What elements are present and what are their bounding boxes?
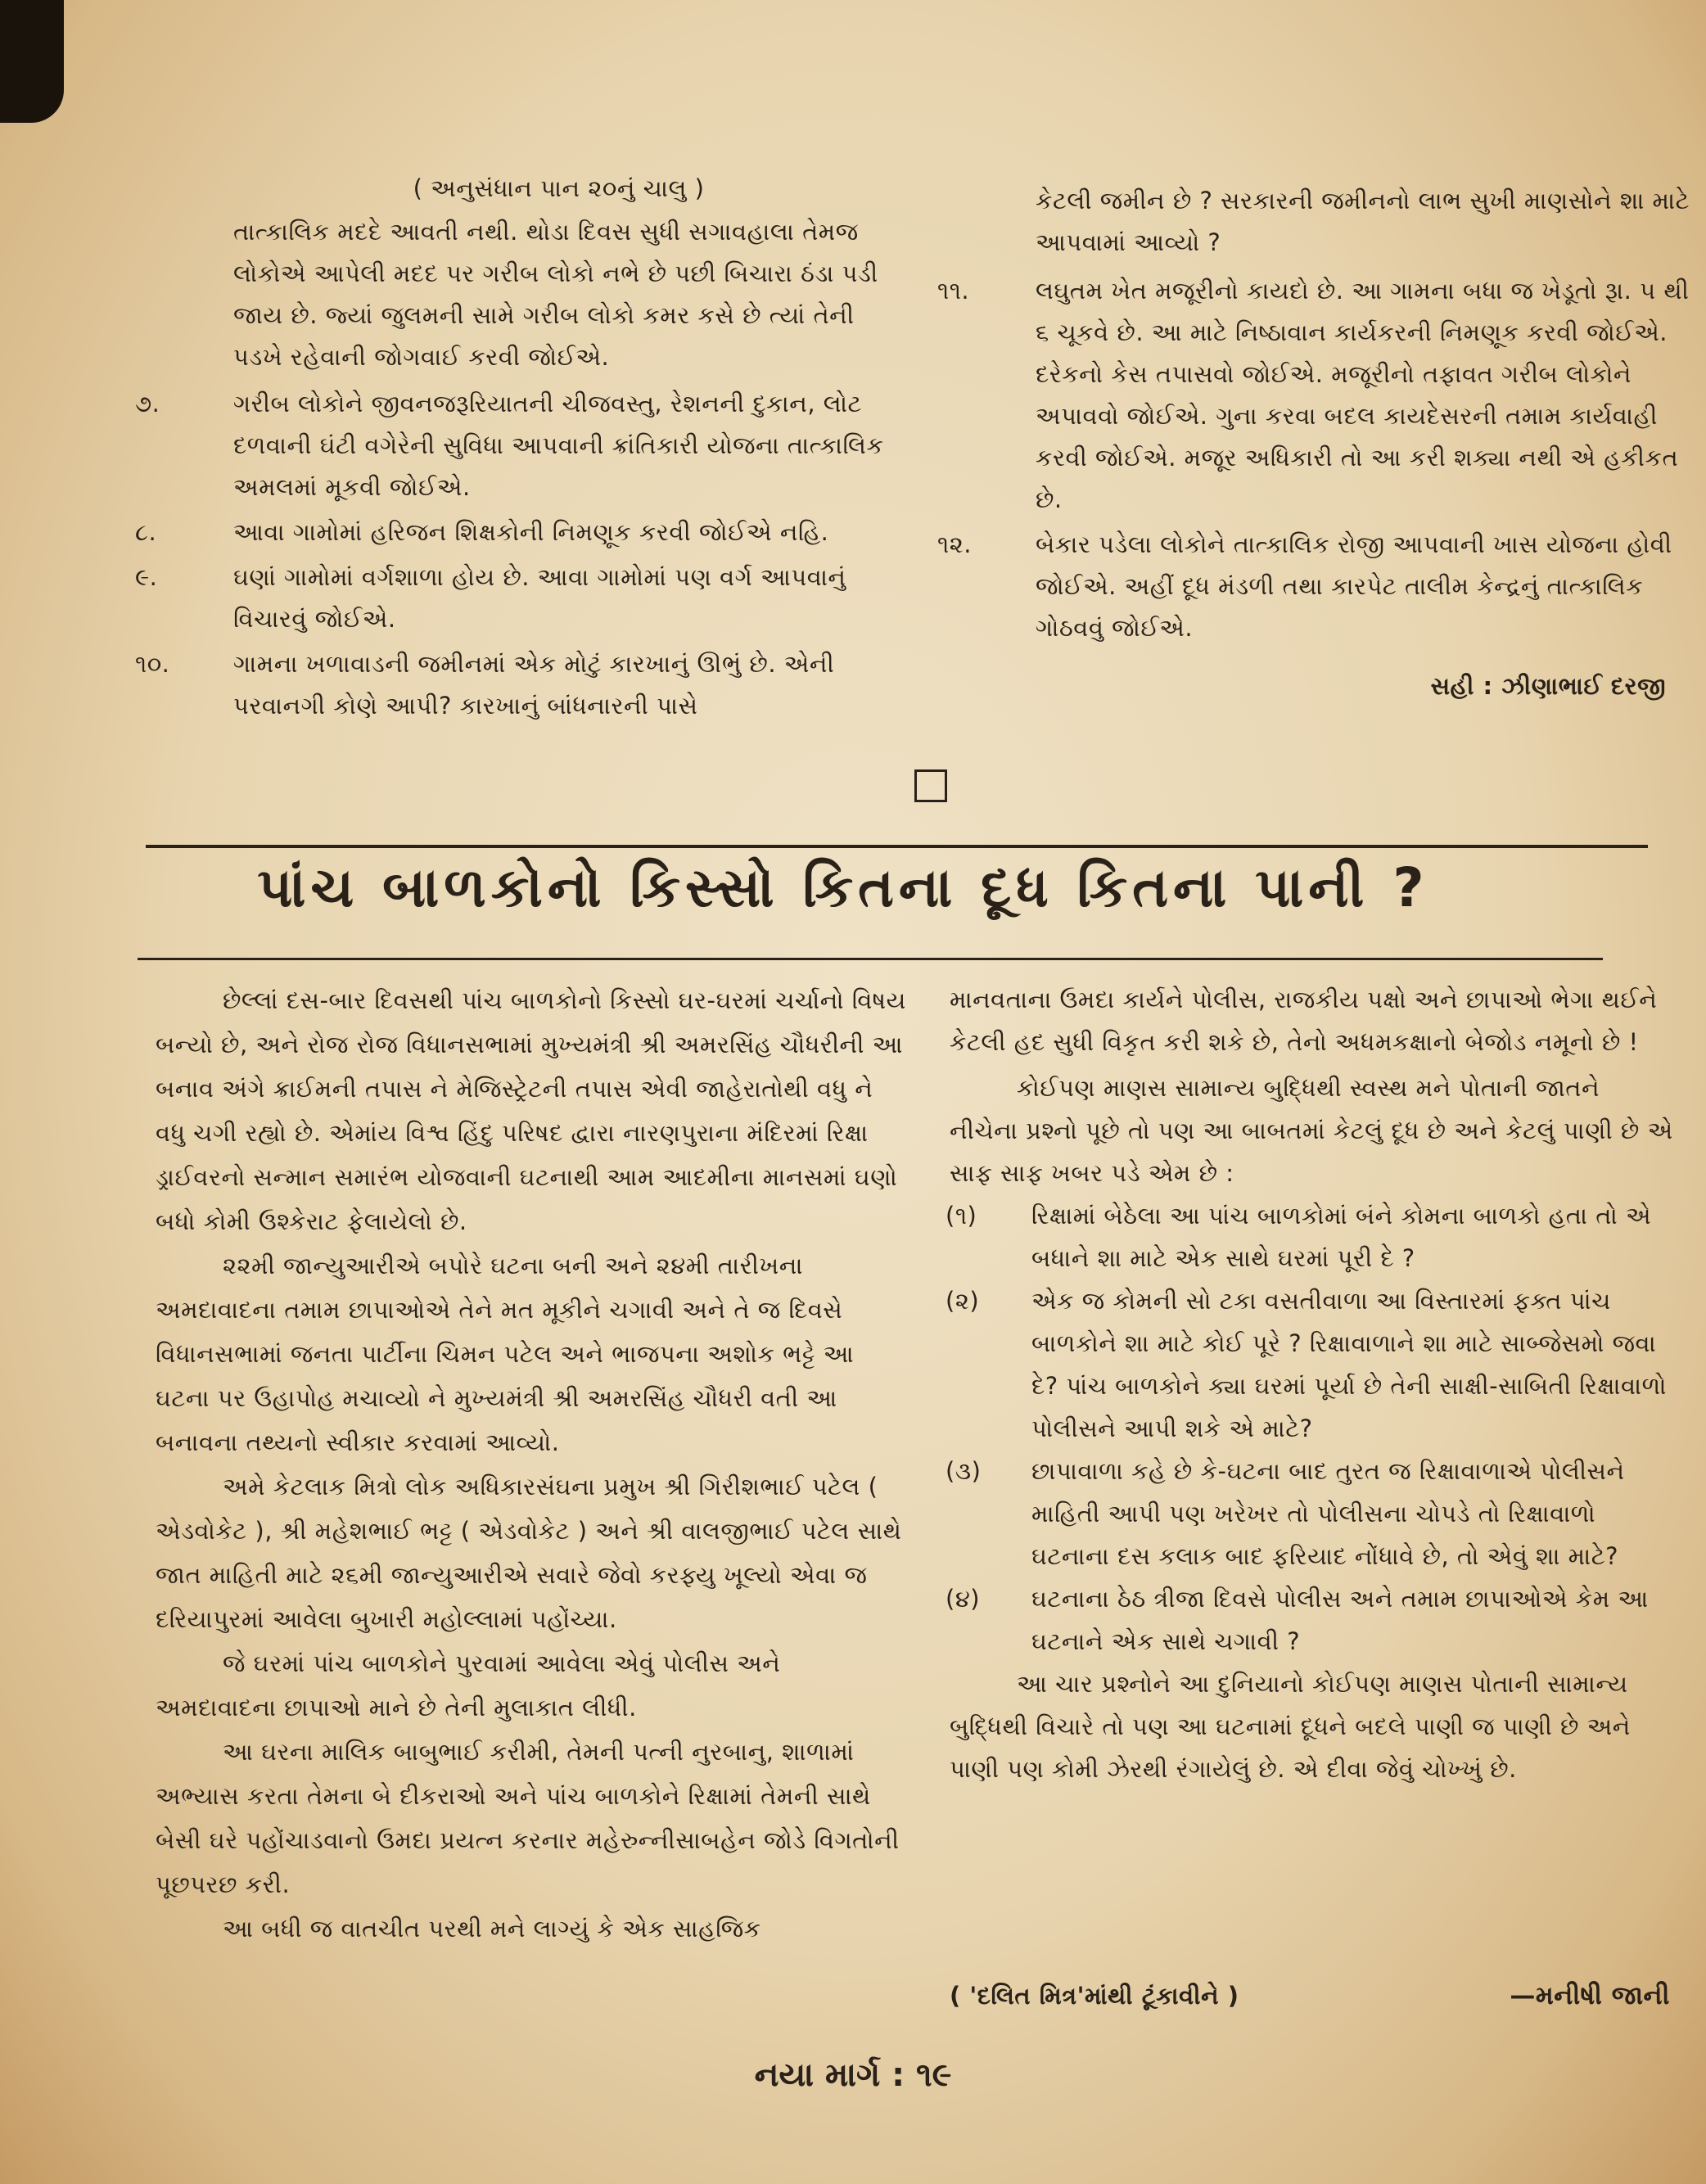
item-text: બેકાર પડેલા લોકોને તાત્કાલિક રોજી આપવાની ખાસ યોજના હોવી જોઈએ. અહીં દૂધ મંડળી તથા કારપેટ તાલીમ કેન્દ્રનું તાત્કાલિક ગોઠવવું જોઈએ. [1036,530,1672,642]
bottom-right-column [946,978,1674,1790]
item-text: ગરીબ લોકોને જીવનજરૂરિયાતની ચીજવસ્તુ, રેશનની દુકાન, લોટ દળવાની ઘંટી વગેરેની સુવિધા આપવાની ક્રાંતિકારી યોજના તાત્કાલિક અમલમાં મૂકવી જોઈએ. [233,390,884,501]
paragraph: ૨૨મી જાન્યુઆરીએ બપોરે ઘટના બની અને ૨૪મી તારીખના અમદાવાદના તમામ છાપાઓએ તેને મત મૂકીને ચગાવી અને તે જ દિવસે વિધાનસભામાં જનતા પાર્ટીના ચિમન પટેલ અને ભાજપના અશોક ભટ્ટે આ ઘટના પર ઉહાપોહ મચાવ્યો ને મુખ્યમંત્રી શ્રી અમરસિંહ ચૌધરી વતી આ બનાવના તથ્યનો સ્વીકાર કરવામાં આવ્યો. [156,1252,855,1456]
item-number: (૪) [946,1585,981,1613]
item-number: ૧૧. [937,277,970,305]
item-number: ૧૦. [135,650,170,678]
item-text: આવા ગામોમાં હરિજન શિક્ષકોની નિમણૂક કરવી જોઈએ નહિ. [233,518,829,546]
list-item [937,524,1690,649]
continued-text: માનવતાના ઉમદા કાર્યને પોલીસ, રાજકીય પક્ષો અને છાપાઓ ભેગા થઈને કેટલી હદ સુધી વિકૃત કરી શકે છે, તેનો અધમકક્ષાનો બેજોડ નમૂનો છે ! [950,986,1658,1056]
item-number: ૭. [135,390,160,417]
questions-list [946,1194,1674,1663]
list-item [135,383,884,508]
page-footer: નયા માર્ગ : ૧૯ [754,2056,952,2094]
ink-blot [0,0,64,123]
item-text: લઘુતમ ખેત મજૂરીનો કાયદો છે. આ ગામના બધા જ ખેડૂતો રૂા. ૫ થી ૬ ચૂકવે છે. આ માટે નિષ્ઠાવાન કાર્યકરની નિમણૂક કરવી જોઈએ. દરેકનો કેસ તપાસવો જોઈએ. મજૂરીનો તફાવત ગરીબ લોકોને અપાવવો જોઈએ. ગુના કરવા બદલ કાયદેસરની તમામ કાર્યવાહી કરવી જોઈએ. મજૂર અધિકારી તો આ કરી શક્યા નથી એ હકીકત છે. [1036,277,1690,513]
item-text: ઘણાં ગામોમાં વર્ગશાળા હોય છે. આવા ગામોમાં પણ વર્ગ આપવાનું વિચારવું જોઈએ. [233,563,846,633]
continuation-note: ( અનુસંધાન પાન ૨૦નું ચાલુ ) [413,174,705,202]
list-item [946,1577,1674,1663]
closing-paragraph: આ ચાર પ્રશ્નોને આ દુનિયાનો કોઈપણ માણસ પોતાની સામાન્ય બુદ્ધિથી વિચારે તો પણ આ ઘટનામાં દૂધને બદલે પાણી જ પાણી છે અને પાણી પણ કોમી ઝેરથી રંગાયેલું છે. એ દીવા જેવું ચોખ્ખું છે. [950,1670,1631,1783]
paragraph: આ બધી જ વાતચીત પરથી મને લાગ્યું કે એક સાહજિક [223,1915,761,1943]
item-text: એક જ કોમની સો ટકા વસતીવાળા આ વિસ્તારમાં ફક્ત પાંચ બાળકોને શા માટે કોઈ પૂરે ? રિક્ષાવાળાને શા માટે સાબ્જેસમો જવા દે? પાંચ બાળકોને ક્યા ઘરમાં પૂર્યા છે તેની સાક્ષી-સાબિતી રિક્ષાવાળો પોલીસને આપી શકે એ માટે? [1031,1287,1668,1442]
item-text: ગામના ખળાવાડની જમીનમાં એક મોટું કારખાનું ઊભું છે. એની પરવાનગી કોણે આપી? કારખાનું બાંધનારની પાસે [233,650,835,720]
item-number: ૧૨. [937,530,972,558]
paragraph: અમે કેટલાક મિત્રો લોક અધિકારસંઘના પ્રમુખ શ્રી ગિરીશભાઈ પટેલ ( એડવોકેટ ), શ્રી મહેશભાઈ ભટ્ટ ( એડવોકેટ ) અને શ્રી વાલજીભાઈ પટેલ સાથે જાત માહિતી માટે ૨૬મી જાન્યુઆરીએ સવારે જેવો કરફ્યુ ખૂલ્યો એવા જ દરિયાપુરમાં આવેલા બુખારી મહોલ્લામાં પહોંચ્યા. [156,1473,902,1633]
item-text: ઘટનાના ઠેઠ ત્રીજા દિવસે પોલીસ અને તમામ છાપાઓએ કેમ આ ઘટનાને એક સાથે ચગાવી ? [1031,1585,1649,1655]
bottom-left-column [156,978,909,1951]
top-right-column [937,180,1690,707]
divider-rule [138,958,1603,960]
paragraph: કોઈપણ માણસ સામાન્ય બુદ્ધિથી સ્વસ્થ મને પોતાની જાતને નીચેના પ્રશ્નો પૂછે તો પણ આ બાબતમાં કેટલું દૂધ છે અને કેટલું પાણી છે એ સાફ સાફ ખબર પડે એમ છે : [950,1074,1673,1187]
intro-paragraph: તાત્કાલિક મદદે આવતી નથી. થોડા દિવસ સુધી સગાવહાલા તેમજ લોકોએ આપેલી મદદ પર ગરીબ લોકો નભે છે પછી બિચારા ઠંડા પડી જાય છે. જ્યાં જુલમની સામે ગરીબ લોકો કમર કસે છે ત્યાં તેની પડખે રહેવાની જોગવાઈ કરવી જોઈએ. [233,218,878,371]
item-number: (૧) [946,1202,977,1230]
list-item [946,1279,1674,1450]
list-item [135,512,884,553]
paragraph: જે ઘરમાં પાંચ બાળકોને પુરવામાં આવેલા એવું પોલીસ અને અમદાવાદના છાપાઓ માને છે તેની મુલાકાત લીધી. [156,1649,781,1721]
top-left-column [135,168,884,727]
signature: સહી : ઝીણાભાઈ દરજી [1430,672,1666,700]
headline: પાંચ બાળકોનો કિસ્સો કિતના દૂધ કિતના પાની ? [257,856,1429,919]
item-number: (૨) [946,1287,980,1315]
list-item [946,1194,1674,1279]
list-item [135,557,884,640]
item-text: છાપાવાળા કહે છે કે-ઘટના બાદ તુરત જ રિક્ષાવાળાએ પોલીસને માહિતી આપી પણ ખરેખર તો પોલીસના ચોપડે તો રિક્ષાવાળો ઘટનાના દસ કલાક બાદ ફરિયાદ નોંધાવે છે, તો એવું શા માટે? [1031,1457,1625,1570]
list-item [937,270,1690,521]
divider-rule [146,845,1648,848]
item-number: ૮. [135,518,157,546]
list-item [135,643,884,727]
paragraph: આ ઘરના માલિક બાબુભાઈ કરીમી, તેમની પત્ની નુરબાનુ, શાળામાં અભ્યાસ કરતા તેમના બે દીકરાઓ અને પાંચ બાળકોને રિક્ષામાં તેમની સાથે બેસી ઘરે પહોંચાડવાનો ઉમદા પ્રયત્ન કરનાર મહેરુન્નીસાબહેન જોડે વિગતોની પૂછપરછ કરી. [156,1738,900,1898]
item-number: ૯. [135,563,158,591]
paragraph: છેલ્લાં દસ-બાર દિવસથી પાંચ બાળકોનો કિસ્સો ઘર-ઘરમાં ચર્ચાનો વિષય બન્યો છે, અને રોજ રોજ વિધાનસભામાં મુખ્યમંત્રી શ્રી અમરસિંહ ચૌધરીની આ બનાવ અંગે ક્રાઈમની તપાસ ને મેજિસ્ટ્રેટની તપાસ એવી જાહેરાતોથી વધુ ને વધુ ચગી રહ્યો છે. એમાંય વિશ્વ હિંદુ પરિષદ દ્વારા નારણપુરાના મંદિરમાં રિક્ષા ડ્રાઈવરનો સન્માન સમારંભ યોજવાની ઘટનાથી આમ આદમીના માનસમાં ઘણો બધો કોમી ઉશ્કેરાટ ફેલાયેલો છે. [156,986,906,1235]
item-text: રિક્ષામાં બેઠેલા આ પાંચ બાળકોમાં બંને કોમના બાળકો હતા તો એ બધાને શા માટે એક સાથે ઘરમાં પૂરી દે ? [1031,1202,1652,1272]
credit-source: ( 'દલિત મિત્ર'માંથી ટૂંકાવીને ) [950,1982,1239,2010]
list-item [946,1450,1674,1577]
credit-author: —મનીષી જાની [1510,1981,1670,2010]
item-number: (૩) [946,1457,982,1485]
continued-text: કેટલી જમીન છે ? સરકારની જમીનનો લાભ સુખી માણસોને શા માટે આપવામાં આવ્યો ? [1036,187,1690,256]
section-end-box-icon [914,769,947,802]
